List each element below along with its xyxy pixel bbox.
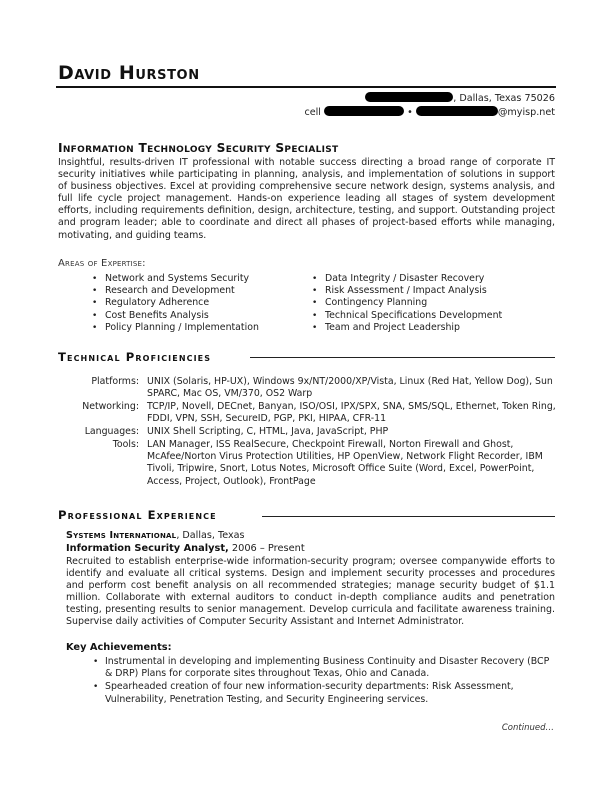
cell-label: cell (304, 106, 321, 118)
proficiency-label: Networking: (82, 401, 139, 412)
contact-separator: • (407, 106, 413, 118)
job-description: Recruited to establish enterprise-wide information-security program; oversee companywide efforts to identify and evaluate all critical systems. Design and implement security processes and procedures and perform cost benefit analysis on all recommended strategies; manage security budget of $1.1 million. Collaborate with external auditors to conduct in-depth compliance audits and penetration testing, presenting results to senior management. Develop curricula and facilitate awareness training. Supervise daily activities of Computer Security Assistant and Internet Administrator. (66, 556, 555, 628)
proficiency-value: UNIX (Solaris, HP-UX), Windows 9x/NT/2000/XP/Vista, Linux (Red Hat, Yellow Dog), Sun SPARC, Mac OS, VM/370, OS2 Warp (147, 376, 553, 400)
list-item: • Instrumental in developing and implementing Business Continuity and Disaster Recovery (BCP & DRP) Plans for corporate sites throughout Texas, Ohio and Canada. (105, 656, 557, 680)
list-item: • Team and Project Leadership (312, 322, 502, 334)
list-item: • Regulatory Adherence (92, 297, 259, 309)
areas-of-expertise-label: Areas of Expertise: (58, 258, 146, 269)
list-item: • Network and Systems Security (92, 273, 259, 285)
company-location: , Dallas, Texas (176, 530, 245, 541)
list-item: • Spearheaded creation of four new information-security departments: Risk Assessment, Vulnerability, Penetration Testing, and Security Engineering services. (105, 681, 557, 705)
job-dates: 2006 – Present (228, 543, 305, 554)
job-company-line (66, 530, 245, 542)
expertise-list-column-2 (312, 273, 502, 334)
key-achievements-list (105, 656, 557, 707)
candidate-name: David Hurston (58, 62, 200, 84)
expertise-list-column-1 (92, 273, 259, 334)
proficiency-value: UNIX Shell Scripting, C, HTML, Java, JavaScript, PHP (147, 426, 389, 437)
list-item: • Cost Benefits Analysis (92, 310, 259, 322)
job-role-line (66, 543, 305, 555)
continued-note: Continued… (501, 723, 554, 733)
company-name: Systems International (66, 530, 177, 541)
list-item: • Policy Planning / Implementation (92, 322, 259, 334)
list-item: • Research and Development (92, 285, 259, 297)
contact-block (304, 92, 555, 119)
summary-paragraph: Insightful, results-driven IT professional with notable success directing a broad range of corporate IT security initiatives while participating in planning, analysis, and implementation of solutions in support of business objectives. Excel at providing comprehensive secure network design, systems analysis, and full life cycle project management. Hands-on experience leading all stages of system development efforts, including requirements definition, design, architecture, testing, and support. Outstanding project and program leader; able to coordinate and direct all phases of project-based efforts while managing, motivating, and guiding teams. (58, 157, 555, 241)
list-item: • Technical Specifications Development (312, 310, 502, 322)
proficiency-label: Platforms: (91, 376, 139, 387)
name-divider (56, 86, 556, 88)
redacted-street (365, 92, 453, 102)
address-city: , Dallas, Texas 75026 (453, 93, 555, 104)
list-item: • Risk Assessment / Impact Analysis (312, 285, 502, 297)
section-title-technical-proficiencies: Technical Proficiencies (58, 350, 212, 364)
proficiency-value: LAN Manager, ISS RealSecure, Checkpoint Firewall, Norton Firewall and Ghost, McAfee/Norton Virus Protection Utilities, HP OpenView, Network Flight Recorder, IBM Tivoli, Tripwire, Snort, Lotus Notes, Microsoft Office Suite (Word, Excel, PowerPoint, Access, Project, Outlook), FrontPage (147, 439, 543, 487)
redacted-email-user (416, 106, 498, 116)
headline: Information Technology Security Specialist (58, 141, 339, 155)
proficiency-label: Languages: (84, 426, 139, 437)
list-item: • Data Integrity / Disaster Recovery (312, 273, 502, 285)
job-title: Information Security Analyst, (66, 543, 229, 554)
phone-email-line (304, 106, 555, 120)
redacted-phone (324, 106, 404, 116)
proficiency-label: Tools: (112, 439, 139, 450)
address-line (304, 92, 555, 106)
key-achievements-label: Key Achievements: (66, 642, 172, 653)
section-title-professional-experience: Professional Experience (58, 508, 217, 522)
proficiency-value: TCP/IP, Novell, DECnet, Banyan, ISO/OSI, IPX/SPX, SNA, SMS/SQL, Ethernet, Token Ring, FDDI, VPN, SSH, SecureID, PGP, PKI, HIPAA, CFR-11 (147, 401, 556, 425)
section-divider (250, 357, 555, 358)
email-domain: @myisp.net (497, 106, 555, 118)
list-item: • Contingency Planning (312, 297, 502, 309)
section-divider (262, 516, 555, 517)
